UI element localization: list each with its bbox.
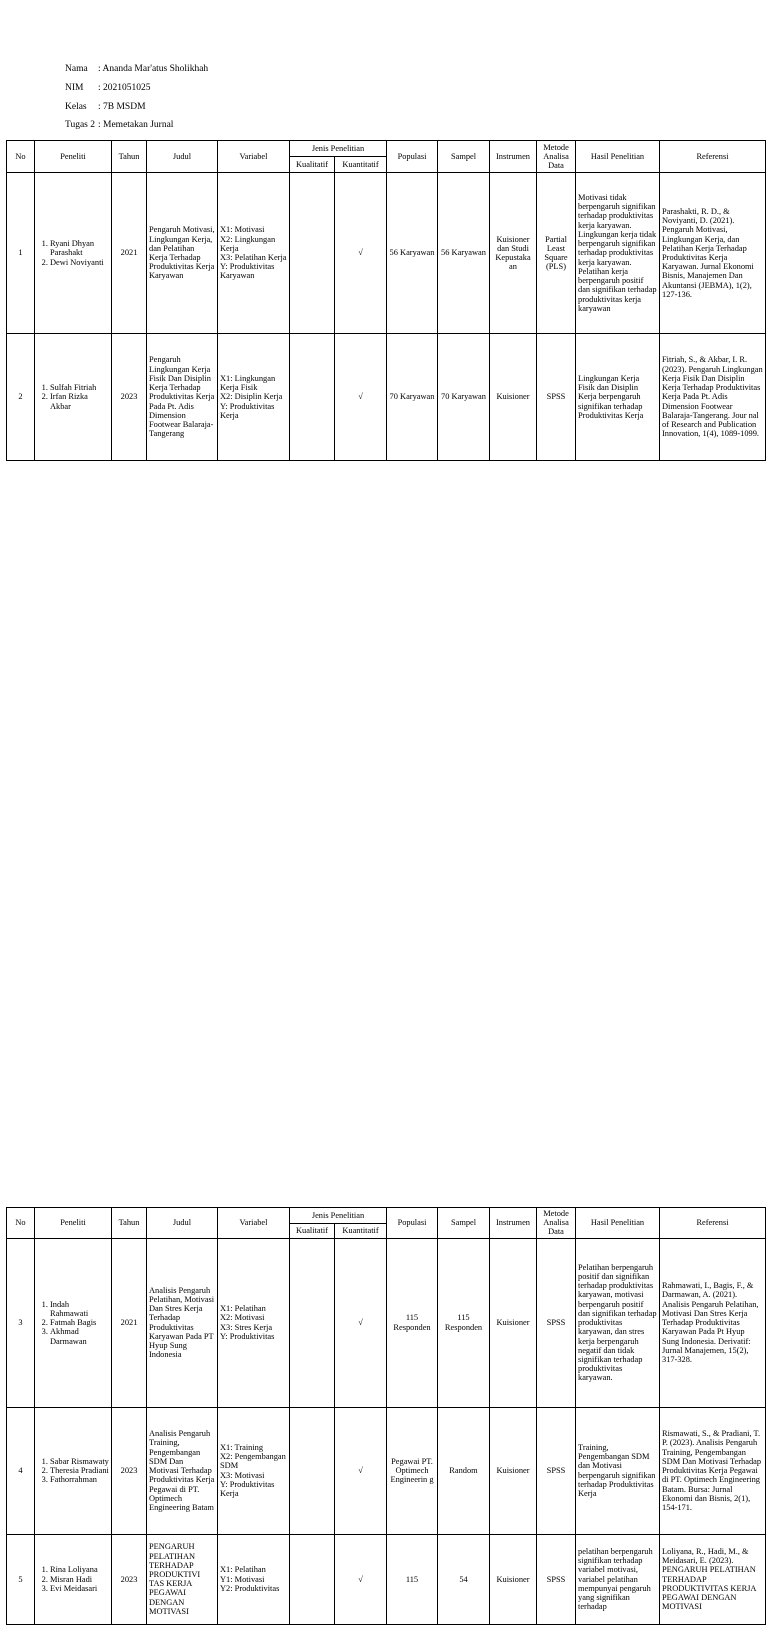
table-row (7, 1238, 766, 1407)
cell-hasil: Lingkungan Kerja Fisik dan Disiplin Kerja berpengaruh signifikan terhadap Produktivitas Kerja (576, 334, 660, 461)
cell-peneliti (35, 1534, 112, 1624)
cell-tahun: 2023 (112, 334, 147, 461)
cell-kuantitatif: √ (335, 1534, 387, 1624)
table-row (7, 173, 766, 334)
cell-hasil: Motivasi tidak berpengaruh signifikan terhadap produktivitas kerja karyawan. Lingkungan kerja tidak berpengaruh signifikan terhadap produktivitas kerja karyawan. Pelatihan kerja berpengaruh positif dan signifikan terhadap produktivitas kerja karyawan (576, 173, 660, 334)
header-instrumen: Instrumen (490, 1208, 537, 1239)
cell-kuantitatif: √ (335, 1407, 387, 1534)
info-value: : Ananda Mar'atus Sholikhah (98, 64, 209, 75)
info-value: : Memetakan Jurnal (98, 120, 174, 131)
cell-kualitatif (290, 1534, 335, 1624)
cell-tahun: 2021 (112, 173, 147, 334)
header-sampel: Sampel (438, 141, 490, 173)
header-judul: Judul (147, 141, 218, 173)
cell-referensi: Parashakti, R. D., & Noviyanti, D. (2021). Pengaruh Motivasi, Lingkungan Kerja, dan Pelatihan Kerja Terhadap Produktivitas Kerja Karyawan. Jurnal Ekonomi Bisnis, Manajemen Dan Akuntansi (JEBMA), 1(2), 127-136. (660, 173, 766, 334)
cell-kuantitatif: √ (335, 334, 387, 461)
cell-kuantitatif: √ (335, 173, 387, 334)
cell-metode: Partial Least Square (PLS) (537, 173, 576, 334)
header-tahun: Tahun (112, 141, 147, 173)
cell-no: 1 (7, 173, 35, 334)
cell-referensi: Fitriah, S., & Akbar, I. R. (2023). Pengaruh Lingkungan Kerja Fisik Dan Disiplin Kerja Terhadap Produktivitas Kerja Pada Pt. Adis Dimension Footwear Balaraja-Tangerang. Jour nal of Research and Publication Innovation, 1(4), 1089-1099. (660, 334, 766, 461)
cell-instrumen: Kuisioner (490, 334, 537, 461)
table-row (7, 1407, 766, 1534)
author-item: 1. Sulfah Fitriah (50, 383, 109, 392)
header-variabel: Variabel (218, 1208, 290, 1239)
cell-kualitatif (290, 1407, 335, 1534)
header-kualitatif: Kualitatif (290, 1224, 335, 1238)
header-kualitatif: Kualitatif (290, 157, 335, 173)
author-item: 1. Ryani Dhyan Parashakt (50, 239, 109, 257)
cell-metode: SPSS (537, 1407, 576, 1534)
cell-judul: Analisis Pengaruh Pelatihan, Motivasi Dan Stres Kerja Terhadap Produktivitas Karyawan Pada PT Hyup Sung Indonesia (147, 1238, 218, 1407)
author-item: 2. Fatmah Bagis (50, 1318, 109, 1327)
cell-tahun: 2023 (112, 1407, 147, 1534)
page-2-region (0, 600, 768, 1616)
header-no: No (7, 1208, 35, 1239)
journal-table-2 (6, 1207, 766, 1625)
cell-metode: SPSS (537, 1534, 576, 1624)
info-label: NIM (65, 83, 84, 94)
info-row-nim (65, 79, 208, 98)
author-item: 2. Misran Hadi (50, 1575, 109, 1584)
header-kuantitatif: Kuantitatif (335, 1224, 387, 1238)
info-label: Nama (65, 64, 88, 75)
cell-peneliti (35, 1407, 112, 1534)
cell-no: 4 (7, 1407, 35, 1534)
cell-sampel: Random (438, 1407, 490, 1534)
cell-instrumen: Kuisioner (490, 1407, 537, 1534)
cell-instrumen: Kuisioner (490, 1534, 537, 1624)
cell-sampel: 115 Responden (438, 1238, 490, 1407)
info-label: Tugas 2 (65, 120, 96, 131)
author-item: 2. Irfan Rizka Akbar (50, 392, 109, 410)
cell-judul: PENGARUH PELATIHAN TERHADAP PRODUKTIVI TAS KERJA PEGAWAI DENGAN MOTIVASI (147, 1534, 218, 1624)
cell-no: 2 (7, 334, 35, 461)
cell-populasi: Pegawai PT. Optimech Engineerin g (387, 1407, 438, 1534)
cell-hasil: pelatihan berpengaruh signifikan terhadap variabel motivasi, variabel pelatihan mempunyai pengaruh yang signifikan terhadap (576, 1534, 660, 1624)
table-row (7, 1534, 766, 1624)
cell-instrumen: Kuisioner dan Studi Kepustaka an (490, 173, 537, 334)
header-variabel: Variabel (218, 141, 290, 173)
header-metode: Metode Analisa Data (537, 1208, 576, 1239)
cell-kuantitatif: √ (335, 1238, 387, 1407)
cell-hasil: Pelatihan berpengaruh positif dan signifikan terhadap produktivitas karyawan, motivasi berpengaruh positif dan signifikan terhadap produktivitas karyawan, dan stres kerja berpengaruh negatif dan tidak signifikan terhadap produktivitas karyawan. (576, 1238, 660, 1407)
author-item: 3. Evi Meidasari (50, 1584, 109, 1593)
cell-tahun: 2021 (112, 1238, 147, 1407)
cell-referensi: Loliyana, R., Hadi, M., & Meidasari, E. (2023). PENGARUH PELATIHAN TERHADAP PRODUKTIVITAS KERJA PEGAWAI DENGAN MOTIVASI (660, 1534, 766, 1624)
header-judul: Judul (147, 1208, 218, 1239)
info-value: : 2021051025 (98, 83, 151, 94)
header-hasil: Hasil Penelitian (576, 141, 660, 173)
cell-variabel: X1: Pelatihan X2: Motivasi X3: Stres Kerja Y: Produktivitas (218, 1238, 290, 1407)
header-jenis-penelitian: Jenis Penelitian (290, 141, 387, 157)
cell-variabel: X1: Lingkungan Kerja Fisik X2: Disiplin Kerja Y: Produktivitas Kerja (218, 334, 290, 461)
table-header-row (7, 141, 766, 157)
header-tahun: Tahun (112, 1208, 147, 1239)
cell-metode: SPSS (537, 334, 576, 461)
cell-kualitatif (290, 173, 335, 334)
cell-judul: Pengaruh Motivasi, Lingkungan Kerja, dan Pelatihan Kerja Terhadap Produktivitas Kerja Karyawan (147, 173, 218, 334)
cell-judul: Pengaruh Lingkungan Kerja Fisik Dan Disiplin Kerja Terhadap Produktivitas Kerja Pada Pt. Adis Dimension Footwear Balaraja-Tangerang (147, 334, 218, 461)
cell-sampel: 70 Karyawan (438, 334, 490, 461)
cell-populasi: 70 Karyawan (387, 334, 438, 461)
cell-variabel: X1: Training X2: Pengembangan SDM X3: Motivasi Y: Produktivitas Kerja (218, 1407, 290, 1534)
cell-variabel: X1: Pelatihan Y1: Motivasi Y2: Produktivitas (218, 1534, 290, 1624)
journal-table-1 (6, 140, 766, 461)
cell-instrumen: Kuisioner (490, 1238, 537, 1407)
table-header-row (7, 1208, 766, 1224)
header-peneliti: Peneliti (35, 1208, 112, 1239)
header-jenis-penelitian: Jenis Penelitian (290, 1208, 387, 1224)
header-hasil: Hasil Penelitian (576, 1208, 660, 1239)
cell-hasil: Training, Pengembangan SDM dan Motivasi berpengaruh signifikan terhadap Produktivitas Kerja (576, 1407, 660, 1534)
cell-peneliti (35, 173, 112, 334)
cell-kualitatif (290, 334, 335, 461)
header-peneliti: Peneliti (35, 141, 112, 173)
student-info (65, 60, 208, 135)
cell-metode: SPSS (537, 1238, 576, 1407)
cell-peneliti (35, 334, 112, 461)
cell-peneliti (35, 1238, 112, 1407)
author-item: 1. Indah Rahmawati (50, 1300, 109, 1318)
header-referensi: Referensi (660, 141, 766, 173)
cell-no: 3 (7, 1238, 35, 1407)
header-referensi: Referensi (660, 1208, 766, 1239)
cell-tahun: 2023 (112, 1534, 147, 1624)
author-item: 2. Theresia Pradiani (50, 1466, 109, 1475)
header-sampel: Sampel (438, 1208, 490, 1239)
info-row-tugas (65, 116, 208, 135)
header-no: No (7, 141, 35, 173)
cell-sampel: 56 Karyawan (438, 173, 490, 334)
info-row-nama (65, 60, 208, 79)
cell-populasi: 56 Karyawan (387, 173, 438, 334)
author-item: 1. Sabar Rismawaty (50, 1457, 109, 1466)
table-row (7, 334, 766, 461)
info-value: : 7B MSDM (98, 101, 146, 112)
cell-no: 5 (7, 1534, 35, 1624)
cell-kualitatif (290, 1238, 335, 1407)
author-item: 3. Fathorrahman (50, 1475, 109, 1484)
cell-sampel: 54 (438, 1534, 490, 1624)
cell-judul: Analisis Pengaruh Training, Pengembangan SDM Dan Motivasi Terhadap Produktivitas Kerja Pegawai di PT. Optimech Engineering Batam (147, 1407, 218, 1534)
author-item: 2. Dewi Noviyanti (50, 258, 109, 267)
info-row-kelas (65, 97, 208, 116)
cell-variabel: X1: Motivasi X2: Lingkungan Kerja X3: Pelatihan Kerja Y: Produktivitas Karyawan (218, 173, 290, 334)
header-kuantitatif: Kuantitatif (335, 157, 387, 173)
author-item: 3. Akhmad Darmawan (50, 1327, 109, 1345)
info-label: Kelas (65, 101, 87, 112)
cell-referensi: Rahmawati, I., Bagis, F., & Darmawan, A. (2021). Analisis Pengaruh Pelatihan, Motivasi Dan Stres Kerja Terhadap Produktivitas Karyawan Pada Pt Hyup Sung Indonesia. Derivatif: Jurnal Manajemen, 15(2), 317-328. (660, 1238, 766, 1407)
header-populasi: Populasi (387, 141, 438, 173)
header-metode: Metode Analisa Data (537, 141, 576, 173)
author-item: 1. Rina Loliyana (50, 1565, 109, 1574)
header-populasi: Populasi (387, 1208, 438, 1239)
cell-populasi: 115 Responden (387, 1238, 438, 1407)
cell-populasi: 115 (387, 1534, 438, 1624)
cell-referensi: Rismawati, S., & Pradiani, T. P. (2023). Analisis Pengaruh Training, Pengembangan SDM Dan Motivasi Terhadap Produktivitas Kerja Pegawai di PT. Optimech Engineering Batam. Bursa: Jurnal Ekonomi dan Bisnis, 2(1), 154-171. (660, 1407, 766, 1534)
header-instrumen: Instrumen (490, 141, 537, 173)
